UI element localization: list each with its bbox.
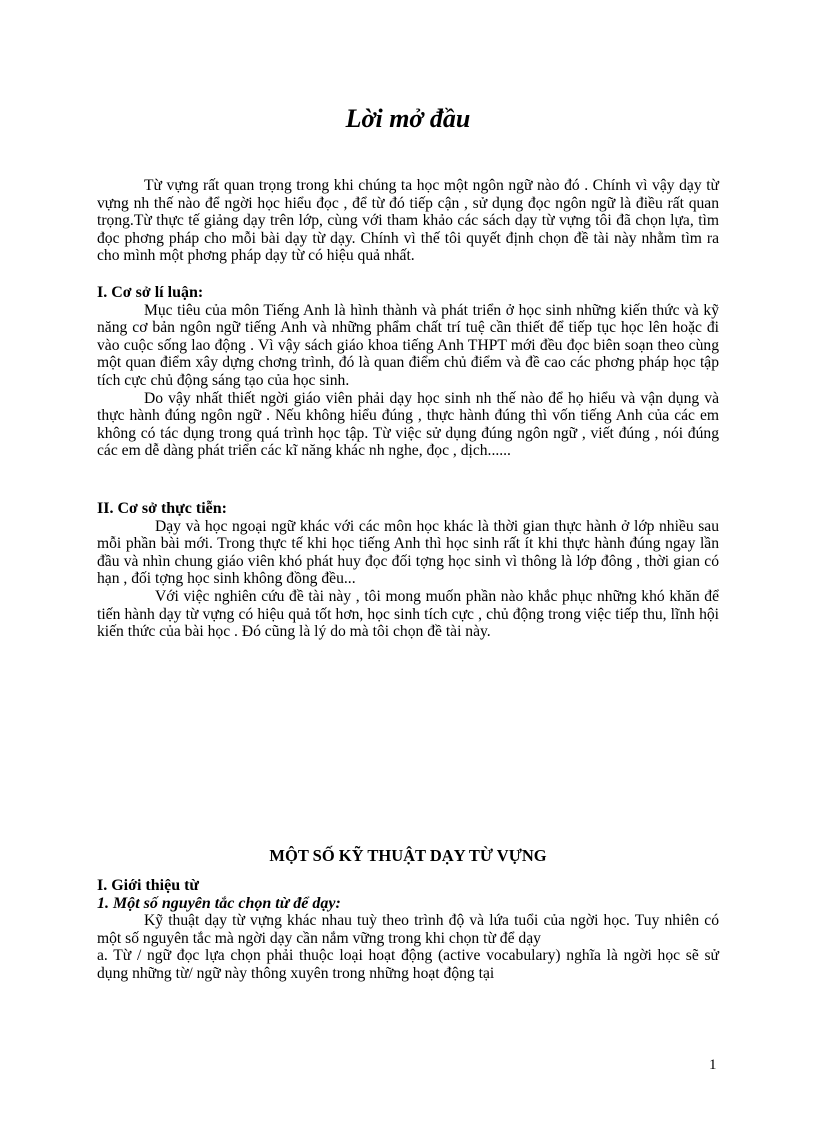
page-title: Lời mở đầu — [345, 104, 471, 133]
section-theory — [97, 284, 719, 460]
practice-paragraph-2: Với việc nghiên cứu đề tài này , tôi mong muốn phần nào khắc phục những khó khăn để tiến hành dạy từ vựng có hiệu quả tốt hơn, học sinh tích cực , chủ động trong việc tiếp thu, lĩnh hội kiến thức của bài học . Đó cũng là lý do mà tôi chọn đề tài này. — [97, 587, 719, 641]
part-paragraph-2: a. Từ / ngữ đọc lựa chọn phải thuộc loại hoạt động (active vocabulary) nghĩa là ngời học sẽ sử dụng những từ/ ngữ này thông xuyên trong những hoạt động tại — [97, 947, 719, 982]
theory-paragraph-1: Mục tiêu của môn Tiếng Anh là hình thành và phát triển ở học sinh những kiến thức và kỹ năng cơ bản ngôn ngữ tiếng Anh và những phẩm chất trí tuệ cần thiết để tiếp tục học lên hoặc đi vào cuộc sống lao động . Vì vậy sách giáo khoa tiếng Anh THPT mới đều đọc biên soạn theo cùng một quan điểm xây dựng chơng trình, đó là quan điểm chủ điểm và đề cao các phơng pháp học tập tích cực chủ động sáng tạo của học sinh. — [97, 301, 719, 389]
section-heading-theory: I. Cơ sở lí luận: — [97, 284, 204, 301]
part-heading: I. Giới thiệu từ — [97, 877, 200, 894]
page-number: 1 — [709, 1057, 717, 1073]
part-introduction — [97, 877, 719, 983]
intro-paragraph: Từ vựng rất quan trọng trong khi chúng ta học một ngôn ngữ nào đó . Chính vì vậy dạy từ vựng nh thế nào để ngời học hiểu đọc , để từ đó tiếp cận , sử dụng đọc ngôn ngữ là điều rất quan trọng.Từ thực tế giảng dạy trên lớp, cùng với tham khảo các sách dạy từ vựng tôi đã chọn lựa, tìm đọc phơng pháp cho mỗi bài dạy từ dạy. Chính vì thế tôi quyết định chọn đề tài này nhằm tìm ra cho mình một phơng pháp dạy từ có hiệu quả nhất. — [97, 177, 719, 265]
part-subheading: 1. Một số nguyên tắc chọn từ để dạy: — [97, 894, 341, 912]
theory-paragraph-2: Do vậy nhất thiết ngời giáo viên phải dạy học sinh nh thế nào để họ hiểu và vận dụng và thực hành đúng ngôn ngữ . Nếu không hiểu đúng , thực hành đúng thì vốn tiếng Anh của các em không có tác dụng trong quá trình học tập. Từ việc sử dụng đúng ngôn ngữ , viết đúng , nói đúng các em dễ dàng phát triển các kĩ năng khác nh nghe, đọc , dịch...... — [97, 389, 719, 460]
part-paragraph-1: Kỹ thuật dạy từ vựng khác nhau tuỳ theo trình độ và lứa tuổi của ngời học. Tuy nhiên có một số nguyên tắc mà ngời dạy cần nắm vững trong khi chọn từ để dạy — [97, 912, 719, 947]
main-section-title: MỘT SỐ KỸ THUẬT DẠY TỪ VỰNG — [269, 846, 547, 865]
practice-paragraph-1: Dạy và học ngoại ngữ khác với các môn học khác là thời gian thực hành ở lớp nhiều sau mỗi phần bài mới. Trong thực tế khi học tiếng Anh thì học sinh rất ít khi thực hành đúng ngay lần đầu và nhìn chung giáo viên khó phát huy đọc đối tợng học sinh vì thông là lớp đông , thời gian có hạn , đối tợng học sinh không đồng đều... — [97, 517, 719, 588]
section-practice — [97, 500, 719, 641]
section-heading-practice: II. Cơ sở thực tiễn: — [97, 500, 227, 517]
intro-block — [97, 177, 719, 265]
